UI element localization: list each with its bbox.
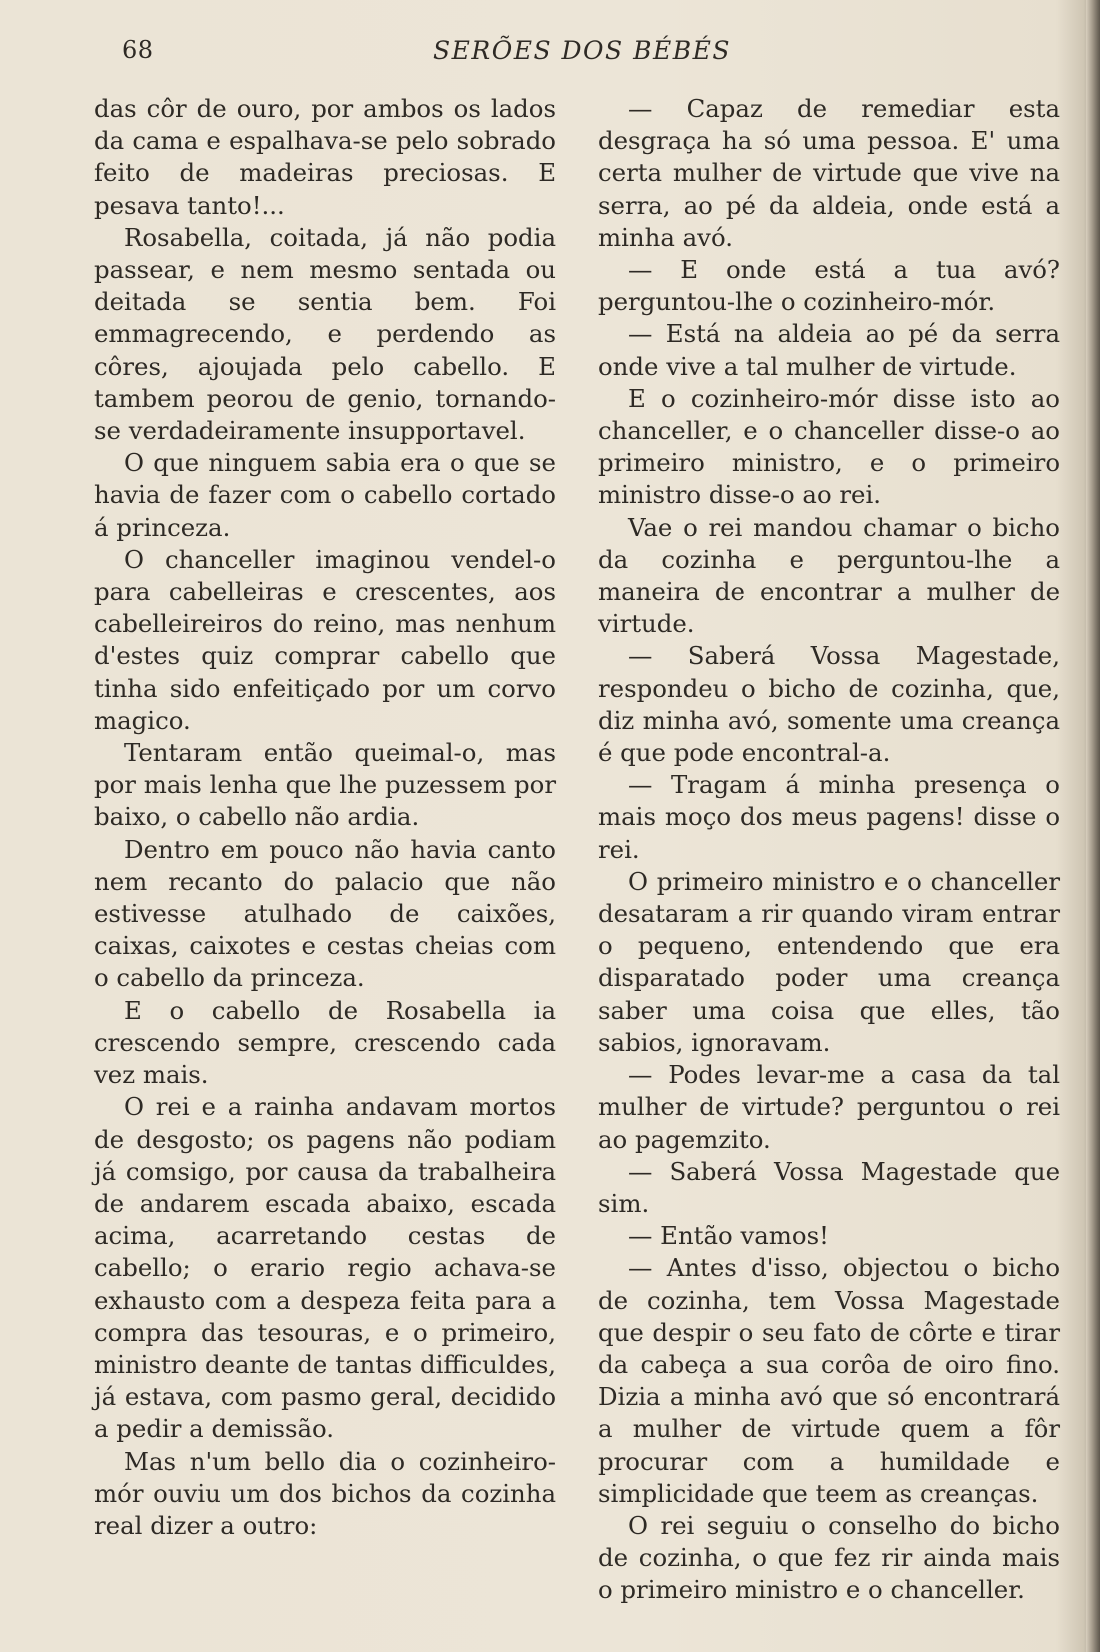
paragraph: — Podes levar-me a casa da tal mulher de virtude? perguntou o rei ao pagemzito. — [598, 1060, 1060, 1154]
page-edge-shadow — [1086, 0, 1100, 1652]
paragraph: Dentro em pouco não havia canto nem recanto do palacio que não estivesse atulhado de caixões, caixas, caixotes e cestas cheias com o cabello da princeza. — [94, 834, 556, 993]
page-number: 68 — [122, 36, 154, 64]
paragraph: — Antes d'isso, objectou o bicho de cozinha, tem Vossa Magestade que despir o seu fato de côrte e tirar da cabeça a sua corôa de oiro fino. Dizia a minha avó que só encontrará a mulher de virtude quem a fôr procurar com a humildade e simplicidade que teem as creanças. — [598, 1253, 1060, 1508]
paragraph: — Tragam á minha presença o mais moço dos meus pagens! disse o rei. — [598, 770, 1060, 864]
paragraph: O primeiro ministro e o chanceller desataram a rir quando viram entrar o pequeno, entendendo que era disparatado poder uma creança saber uma coisa que elles, tão sabios, ignoravam. — [598, 866, 1060, 1057]
paragraph: Rosabella, coitada, já não podia passear, e nem mesmo sentada ou deitada se sentia bem. Foi emmagrecendo, e perdendo as côres, ajoujada pelo cabello. E tambem peorou de genio, tornando-se verdadeiramente insupportavel. — [94, 222, 556, 446]
paragraph: O rei seguiu o conselho do bicho de cozinha, o que fez rir ainda mais o primeiro ministro e o chanceller. — [598, 1510, 1060, 1605]
paragraph: — E onde está a tua avó? perguntou-lhe o cozinheiro-mór. — [598, 255, 1060, 317]
right-column — [598, 93, 1060, 1607]
paragraph: — Saberá Vossa Magestade, respondeu o bicho de cozinha, que, diz minha avó, somente uma creança é que pode encontral-a. — [598, 641, 1060, 768]
left-column — [94, 93, 556, 1542]
paragraph: — Está na aldeia ao pé da serra onde vive a tal mulher de virtude. — [598, 319, 1060, 381]
paragraph: das côr de ouro, por ambos os lados da cama e espalhava-se pelo sobrado feito de madeiras preciosas. E pesava tanto!... — [94, 94, 556, 220]
page-header — [118, 36, 1038, 76]
running-title: SERÕES DOS BÉBÉS — [433, 36, 731, 65]
paragraph: — Capaz de remediar esta desgraça ha só uma pessoa. E' uma certa mulher de virtude que vive na serra, ao pé da aldeia, onde está a minha avó. — [598, 94, 1060, 252]
paragraph: — Saberá Vossa Magestade que sim. — [598, 1156, 1060, 1218]
paragraph: — Então vamos! — [628, 1221, 829, 1251]
paragraph: O rei e a rainha andavam mortos de desgosto; os pagens não podiam já comsigo, por causa da trabalheira de andarem escada abaixo, escada acima, acarretando cestas de cabello; o erario regio achava-se exhausto com a despeza feita para a compra das tesouras, e o primeiro, ministro deante de tantas difficuldes, já estava, com pasmo geral, decidido a pedir a demissão. — [94, 1092, 556, 1444]
paragraph: Vae o rei mandou chamar o bicho da cozinha e perguntou-lhe a maneira de encontrar a mulher de virtude. — [598, 512, 1060, 639]
paragraph: O que ninguem sabia era o que se havia de fazer com o cabello cortado á princeza. — [94, 448, 556, 542]
paragraph: E o cabello de Rosabella ia crescendo sempre, crescendo cada vez mais. — [94, 995, 556, 1090]
paragraph: Tentaram então queimal-o, mas por mais lenha que lhe puzessem por baixo, o cabello não ardia. — [94, 738, 556, 832]
paragraph: Mas n'um bello dia o cozinheiro-mór ouviu um dos bichos da cozinha real dizer a outro: — [94, 1446, 556, 1540]
paragraph: O chanceller imaginou vendel-o para cabelleiras e crescentes, aos cabelleireiros do reino, mas nenhum d'estes quiz comprar cabello que tinha sido enfeitiçado por um corvo magico. — [94, 544, 556, 735]
paragraph: E o cozinheiro-mór disse isto ao chanceller, e o chanceller disse-o ao primeiro ministro, e o primeiro ministro disse-o ao rei. — [598, 383, 1060, 510]
